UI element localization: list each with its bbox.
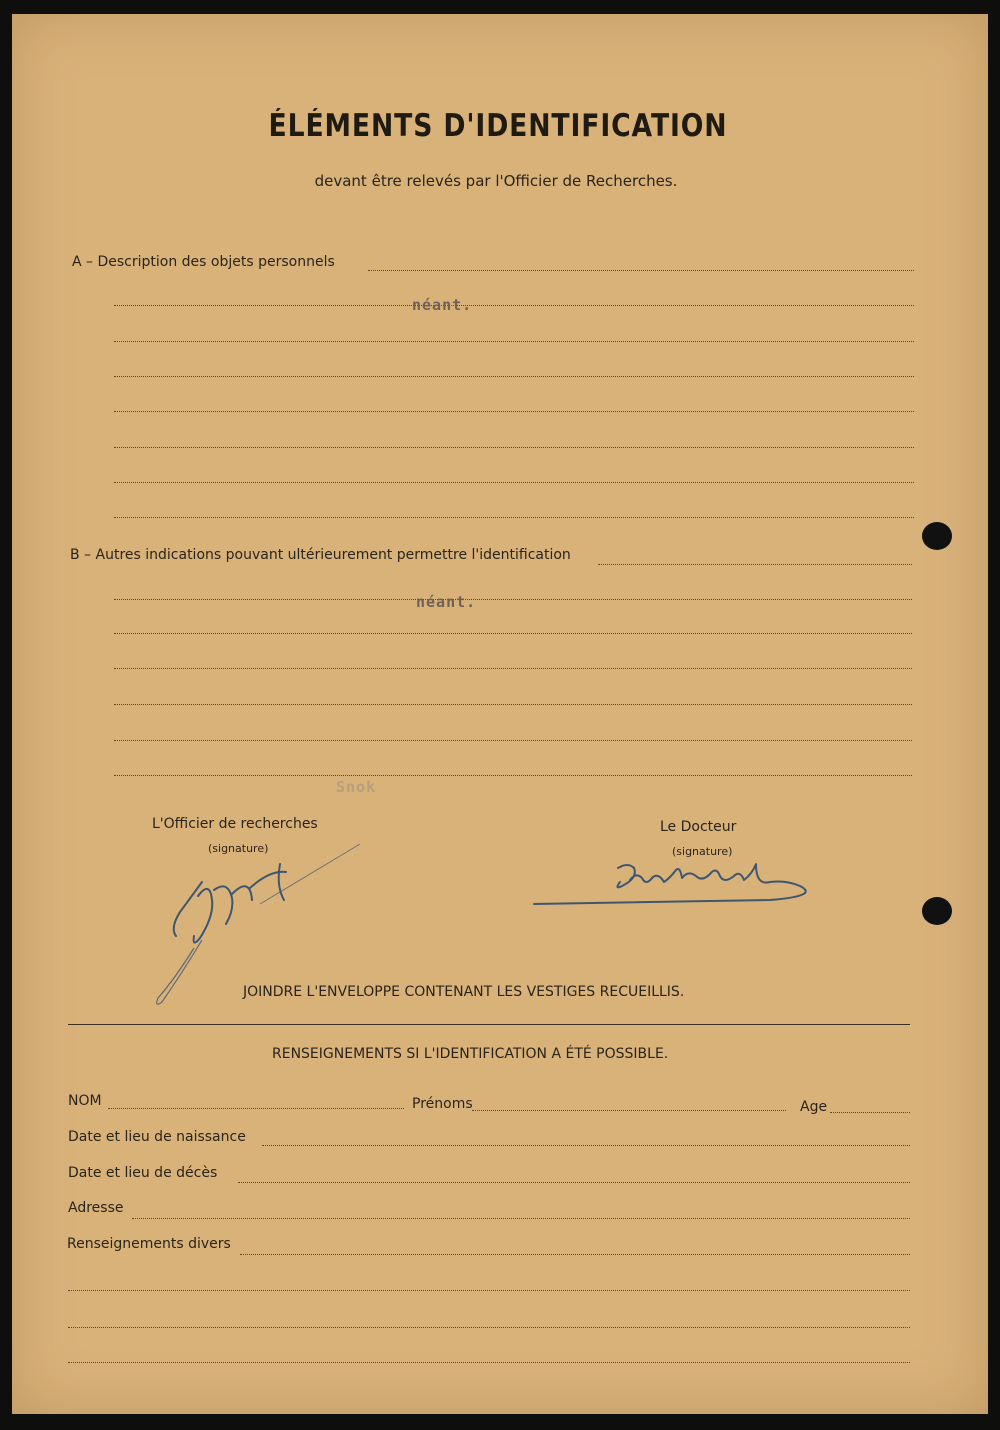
- officer-signature-title: L'Officier de recherches: [152, 816, 318, 832]
- section-b-line-3: [114, 633, 912, 634]
- section-a-line-4: [114, 376, 914, 377]
- divers-line-1: [240, 1254, 910, 1255]
- section-a-line-8: [114, 517, 914, 518]
- nom-line: [108, 1108, 404, 1109]
- divers-line-3: [68, 1327, 910, 1328]
- naissance-line: [262, 1145, 910, 1146]
- deces-label: Date et lieu de décès: [68, 1165, 218, 1181]
- section-b-label: B – Autres indications pouvant ultérieurement permettre l'identification: [70, 547, 571, 563]
- section-a-label: A – Description des objets personnels: [72, 254, 335, 270]
- form-title: ÉLÉMENTS D'IDENTIFICATION: [268, 108, 728, 144]
- section-divider: [68, 1024, 910, 1025]
- nom-label: NOM: [68, 1093, 102, 1109]
- envelope-instruction: JOINDRE L'ENVELOPPE CONTENANT LES VESTIGES RECUEILLIS.: [243, 984, 685, 1000]
- officer-signature-note: (signature): [208, 842, 269, 855]
- section-b-line-2: [114, 599, 912, 600]
- age-label: Age: [800, 1099, 828, 1115]
- section-b-line-5: [114, 704, 912, 705]
- section-a-line-1: [368, 270, 914, 271]
- punch-hole-top: [922, 522, 952, 550]
- doctor-handwritten-signature: [530, 856, 830, 916]
- section-a-line-2: [114, 305, 914, 306]
- naissance-label: Date et lieu de naissance: [68, 1129, 246, 1145]
- age-line: [830, 1112, 910, 1113]
- section-a-typed-value: néant.: [412, 296, 473, 314]
- divers-line-4: [68, 1362, 910, 1363]
- adresse-label: Adresse: [68, 1200, 124, 1216]
- deces-line: [238, 1182, 910, 1183]
- section-a-line-7: [114, 482, 914, 483]
- section-b-faint-typed: Snok: [336, 778, 377, 796]
- form-sheet: [12, 14, 988, 1414]
- form-subtitle: devant être relevés par l'Officier de Recherches.: [314, 172, 678, 190]
- divers-label: Renseignements divers: [67, 1236, 231, 1252]
- section-b-line-4: [114, 668, 912, 669]
- prenoms-line: [472, 1110, 786, 1111]
- section-b-line-7: [114, 775, 912, 776]
- divers-line-2: [68, 1290, 910, 1291]
- section-b-typed-value: néant.: [416, 593, 477, 611]
- section-a-line-6: [114, 447, 914, 448]
- section-a-line-3: [114, 341, 914, 342]
- doctor-signature-note: (signature): [672, 845, 733, 858]
- doctor-signature-title: Le Docteur: [660, 819, 737, 835]
- punch-hole-bottom: [922, 897, 952, 925]
- section-b-line-6: [114, 740, 912, 741]
- identification-heading: RENSEIGNEMENTS SI L'IDENTIFICATION A ÉTÉ POSSIBLE.: [272, 1046, 669, 1062]
- adresse-line: [132, 1218, 910, 1219]
- section-b-line-1: [598, 564, 912, 565]
- section-a-line-5: [114, 411, 914, 412]
- prenoms-label: Prénoms: [412, 1096, 473, 1112]
